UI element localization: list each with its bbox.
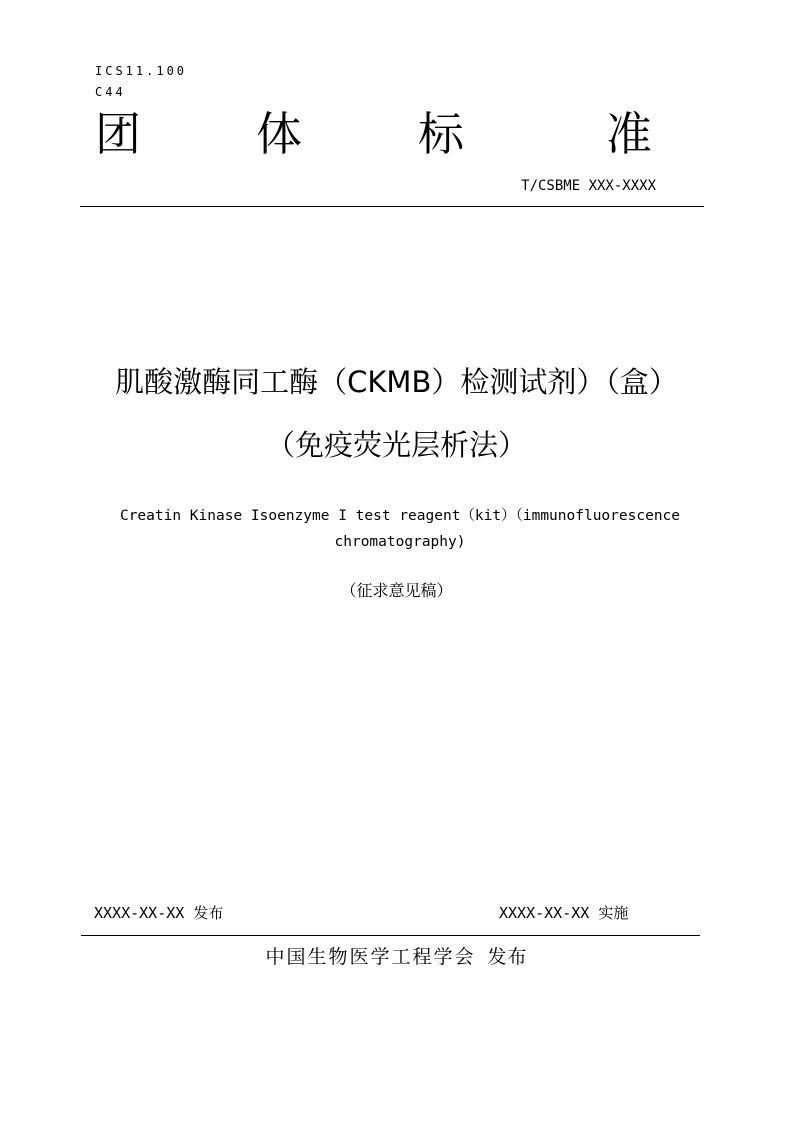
footer-divider xyxy=(81,935,700,936)
standard-code: T/CSBME XXX-XXXX xyxy=(521,178,656,194)
publisher-line xyxy=(0,944,793,970)
publisher-suffix: 发布 xyxy=(487,946,528,968)
ics-code: ICS11.100 xyxy=(95,64,188,78)
title-english-line-1: Creatin Kinase Isoenzyme I test reagent（kit）（immunofluorescence xyxy=(119,508,681,524)
standard-type-char-1: 团 xyxy=(95,107,141,161)
title-chinese-line-2: （免疫荧光层析法） xyxy=(265,428,527,462)
implementation-date: XXXX-XX-XX 实施 xyxy=(499,904,629,922)
header-divider xyxy=(80,206,704,207)
publisher-organization: 中国生物医学工程学会 xyxy=(265,946,476,968)
title-chinese-line-1: 肌酸激酶同工酶（CKMB）检测试剂）（盒） xyxy=(115,365,678,399)
standard-type-char-3: 标 xyxy=(418,107,464,161)
publish-date: XXXX-XX-XX 发布 xyxy=(94,904,224,922)
title-english-line-2: chromatography) xyxy=(334,534,466,550)
standard-type-char-2: 体 xyxy=(256,107,302,161)
draft-label: （征求意见稿） xyxy=(340,581,453,600)
ccs-code: C44 xyxy=(95,85,126,99)
standard-type-char-4: 准 xyxy=(606,107,652,161)
